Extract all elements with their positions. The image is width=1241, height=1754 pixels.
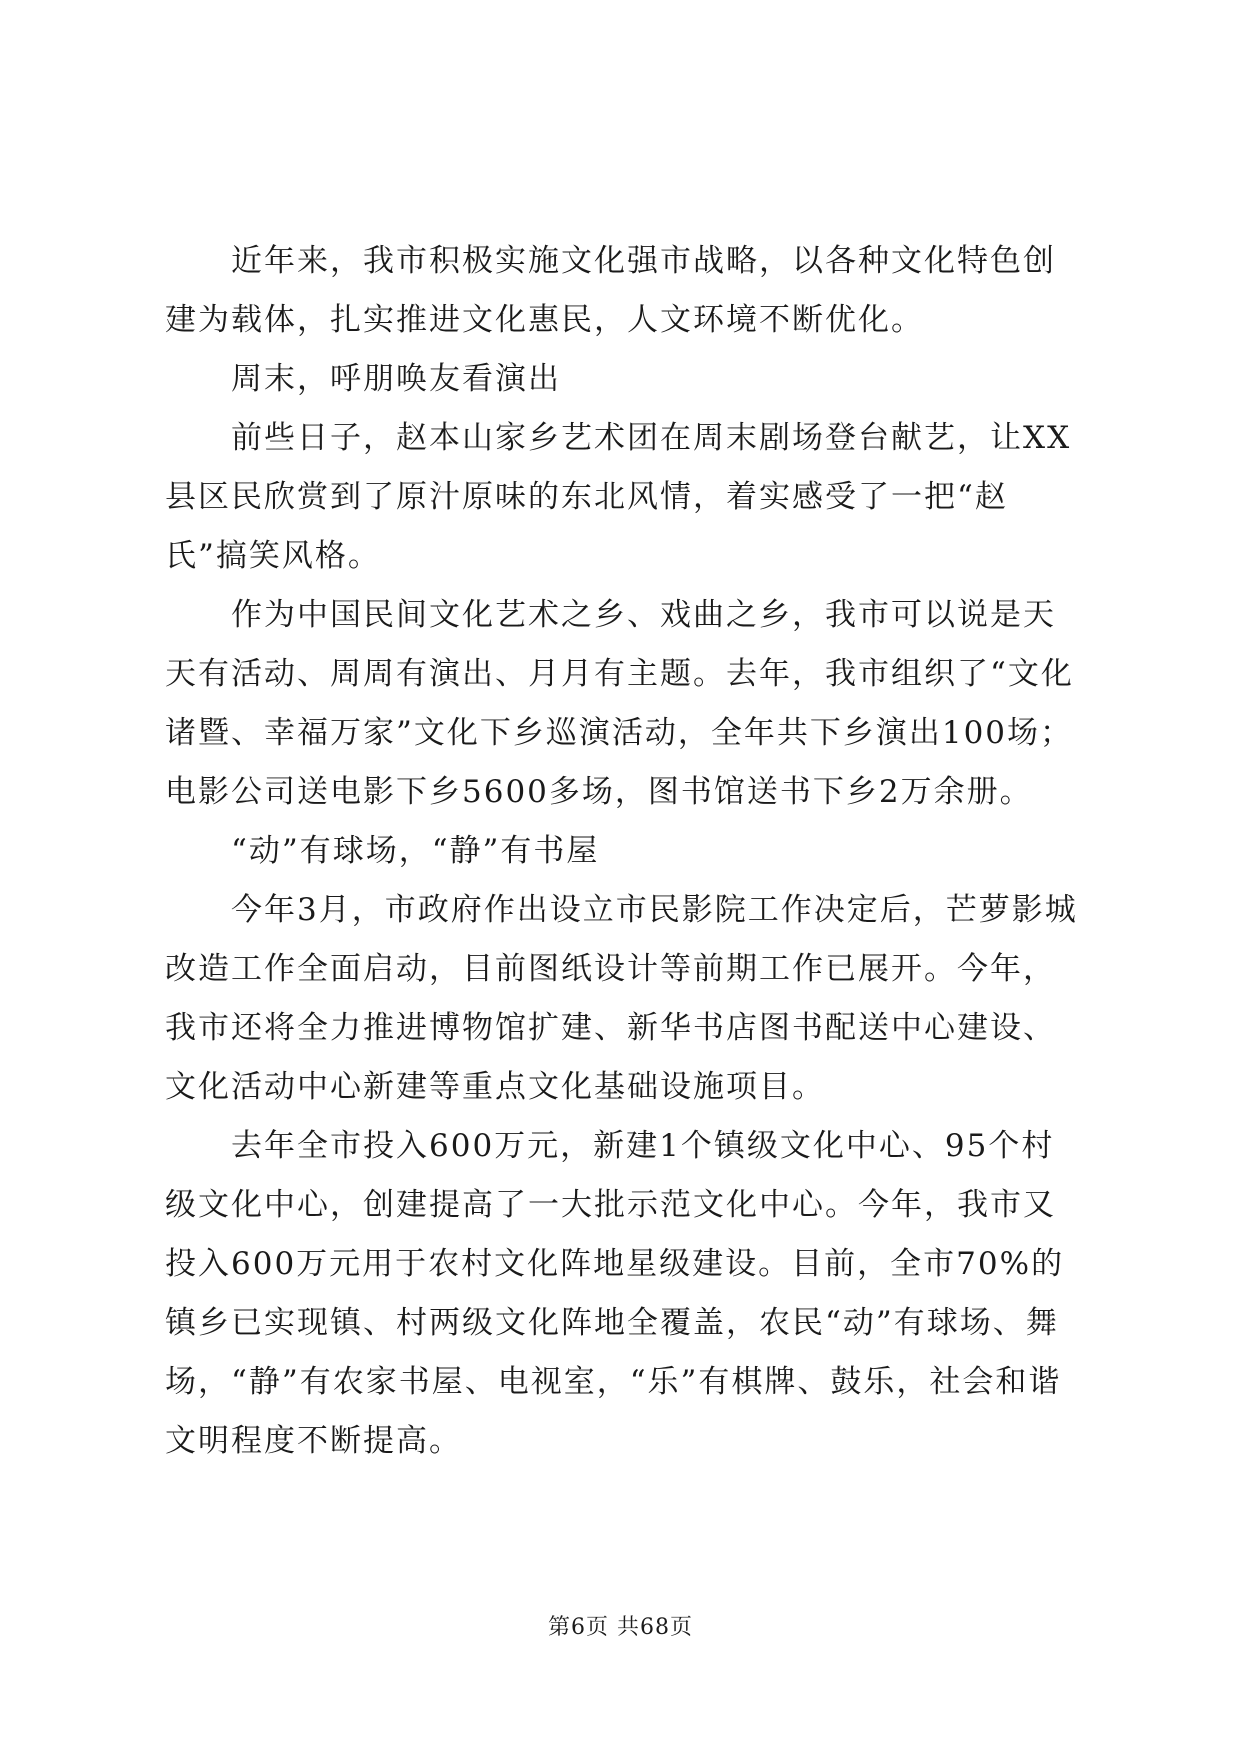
paragraph-intro: 近年来，我市积极实施文化强市战略，以各种文化特色创建为载体，扎实推进文化惠民，人文环境不断优化。 bbox=[165, 243, 1056, 338]
paragraph-investment: 去年全市投入600万元，新建1个镇级文化中心、95个村级文化中心，创建提高了一大批示范文化中心。今年，我市又投入600万元用于农村文化阵地星级建设。目前，全市70%的镇乡已实现镇、村两级文化阵地全覆盖，农民“动”有球场、舞场，“静”有农家书屋、电视室，“乐”有棋牌、鼓乐，社会和谐文明程度不断提高。 bbox=[165, 1128, 1065, 1459]
paragraph-cultural-activities: 作为中国民间文化艺术之乡、戏曲之乡，我市可以说是天天有活动、周周有演出、月月有主题。去年，我市组织了“文化诸暨、幸福万家”文化下乡巡演活动，全年共下乡演出100场；电影公司送电影下乡5600多场，图书馆送书下乡2万余册。 bbox=[165, 597, 1074, 810]
paragraph-cinema-project: 今年3月，市政府作出设立市民影院工作决定后，芒萝影城改造工作全面启动，目前图纸设计等前期工作已展开。今年，我市还将全力推进博物馆扩建、新华书店图书配送中心建设、文化活动中心新建等重点文化基础设施项目。 bbox=[165, 892, 1078, 1105]
paragraph-art-troupe: 前些日子，赵本山家乡艺术团在周末剧场登台献艺，让XX县区民欣赏到了原汁原味的东北风情，着实感受了一把“赵氏”搞笑风格。 bbox=[165, 420, 1072, 574]
section-heading-facilities: “动”有球场，“静”有书屋 bbox=[231, 833, 600, 869]
page-number-footer: 第6页 共68页 bbox=[548, 1615, 693, 1640]
section-heading-weekend-shows: 周末，呼朋唤友看演出 bbox=[231, 361, 561, 397]
document-body bbox=[165, 232, 1080, 1471]
